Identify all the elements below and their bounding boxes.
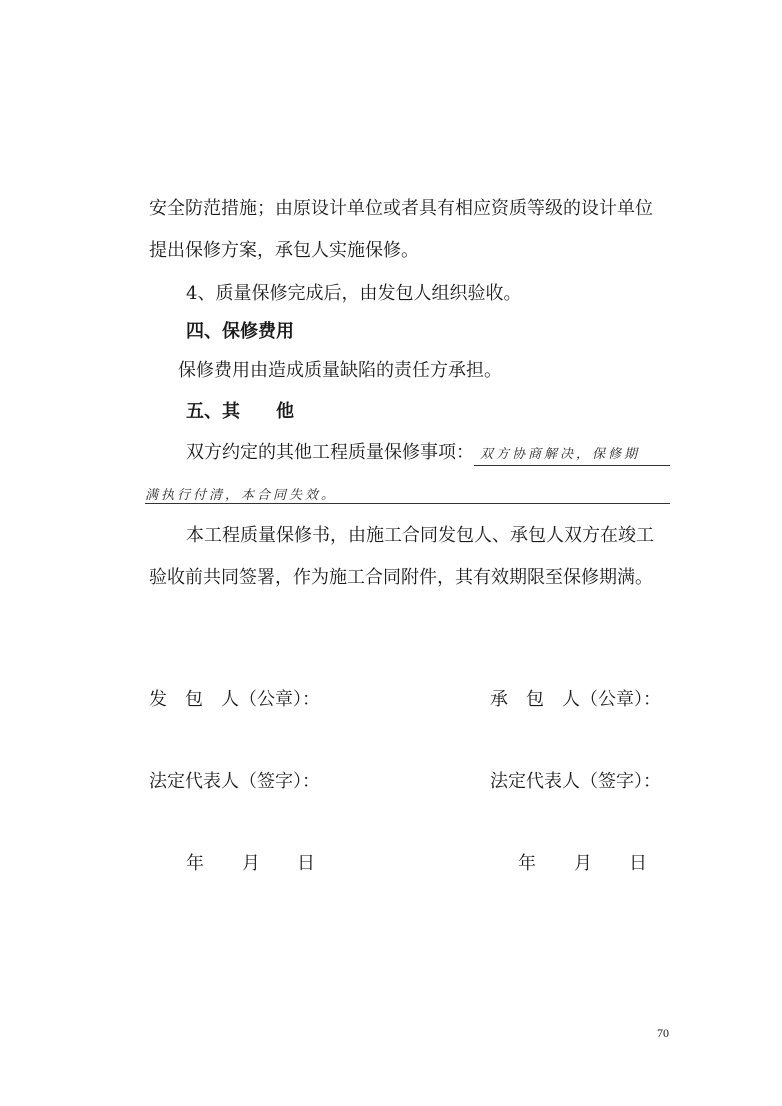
contractor-representative-label: 法定代表人（签字）： [490, 771, 661, 792]
other-matters-line-2 [145, 482, 337, 508]
contractor-date-month: 月 [574, 853, 592, 874]
paragraph-continuation-line-1: 安全防范措施；由原设计单位或者具有相应资质等级的设计单位 [149, 198, 653, 219]
employer-representative-label: 法定代表人（签字）： [149, 771, 320, 792]
final-paragraph-line-2: 验收前共同签署，作为施工合同附件，其有效期限至保修期满。 [149, 567, 653, 588]
fill-in-underline-1 [474, 465, 670, 466]
contractor-date-day: 日 [629, 853, 647, 874]
contractor-seal-label: 承 包 人（公章）： [490, 689, 661, 710]
employer-date-day: 日 [297, 853, 315, 874]
section-4-text: 保修费用由造成质量缺陷的责任方承担。 [178, 360, 502, 381]
page-number: 70 [657, 1026, 669, 1040]
paragraph-continuation-line-2: 提出保修方案，承包人实施保修。 [149, 240, 419, 261]
handwritten-text-2: 满执行付清，本合同失效。 [145, 488, 338, 503]
employer-seal-label: 发 包 人（公章）： [149, 689, 320, 710]
handwritten-text-1: 双方协商解决，保修期 [480, 447, 641, 462]
fill-in-underline-2 [145, 503, 670, 504]
section-4-title: 四、保修费用 [186, 321, 294, 342]
employer-date-year: 年 [186, 853, 204, 874]
employer-date-month: 月 [242, 853, 260, 874]
section-5-title: 五、其 他 [186, 401, 294, 422]
item-4: 4、质量保修完成后，由发包人组织验收。 [186, 283, 522, 304]
final-paragraph-line-1: 本工程质量保修书，由施工合同发包人、承包人双方在竣工 [186, 525, 654, 546]
contractor-date-year: 年 [518, 853, 536, 874]
other-matters-line-1 [186, 441, 640, 467]
other-matters-prefix: 双方约定的其他工程质量保修事项： [186, 442, 474, 463]
